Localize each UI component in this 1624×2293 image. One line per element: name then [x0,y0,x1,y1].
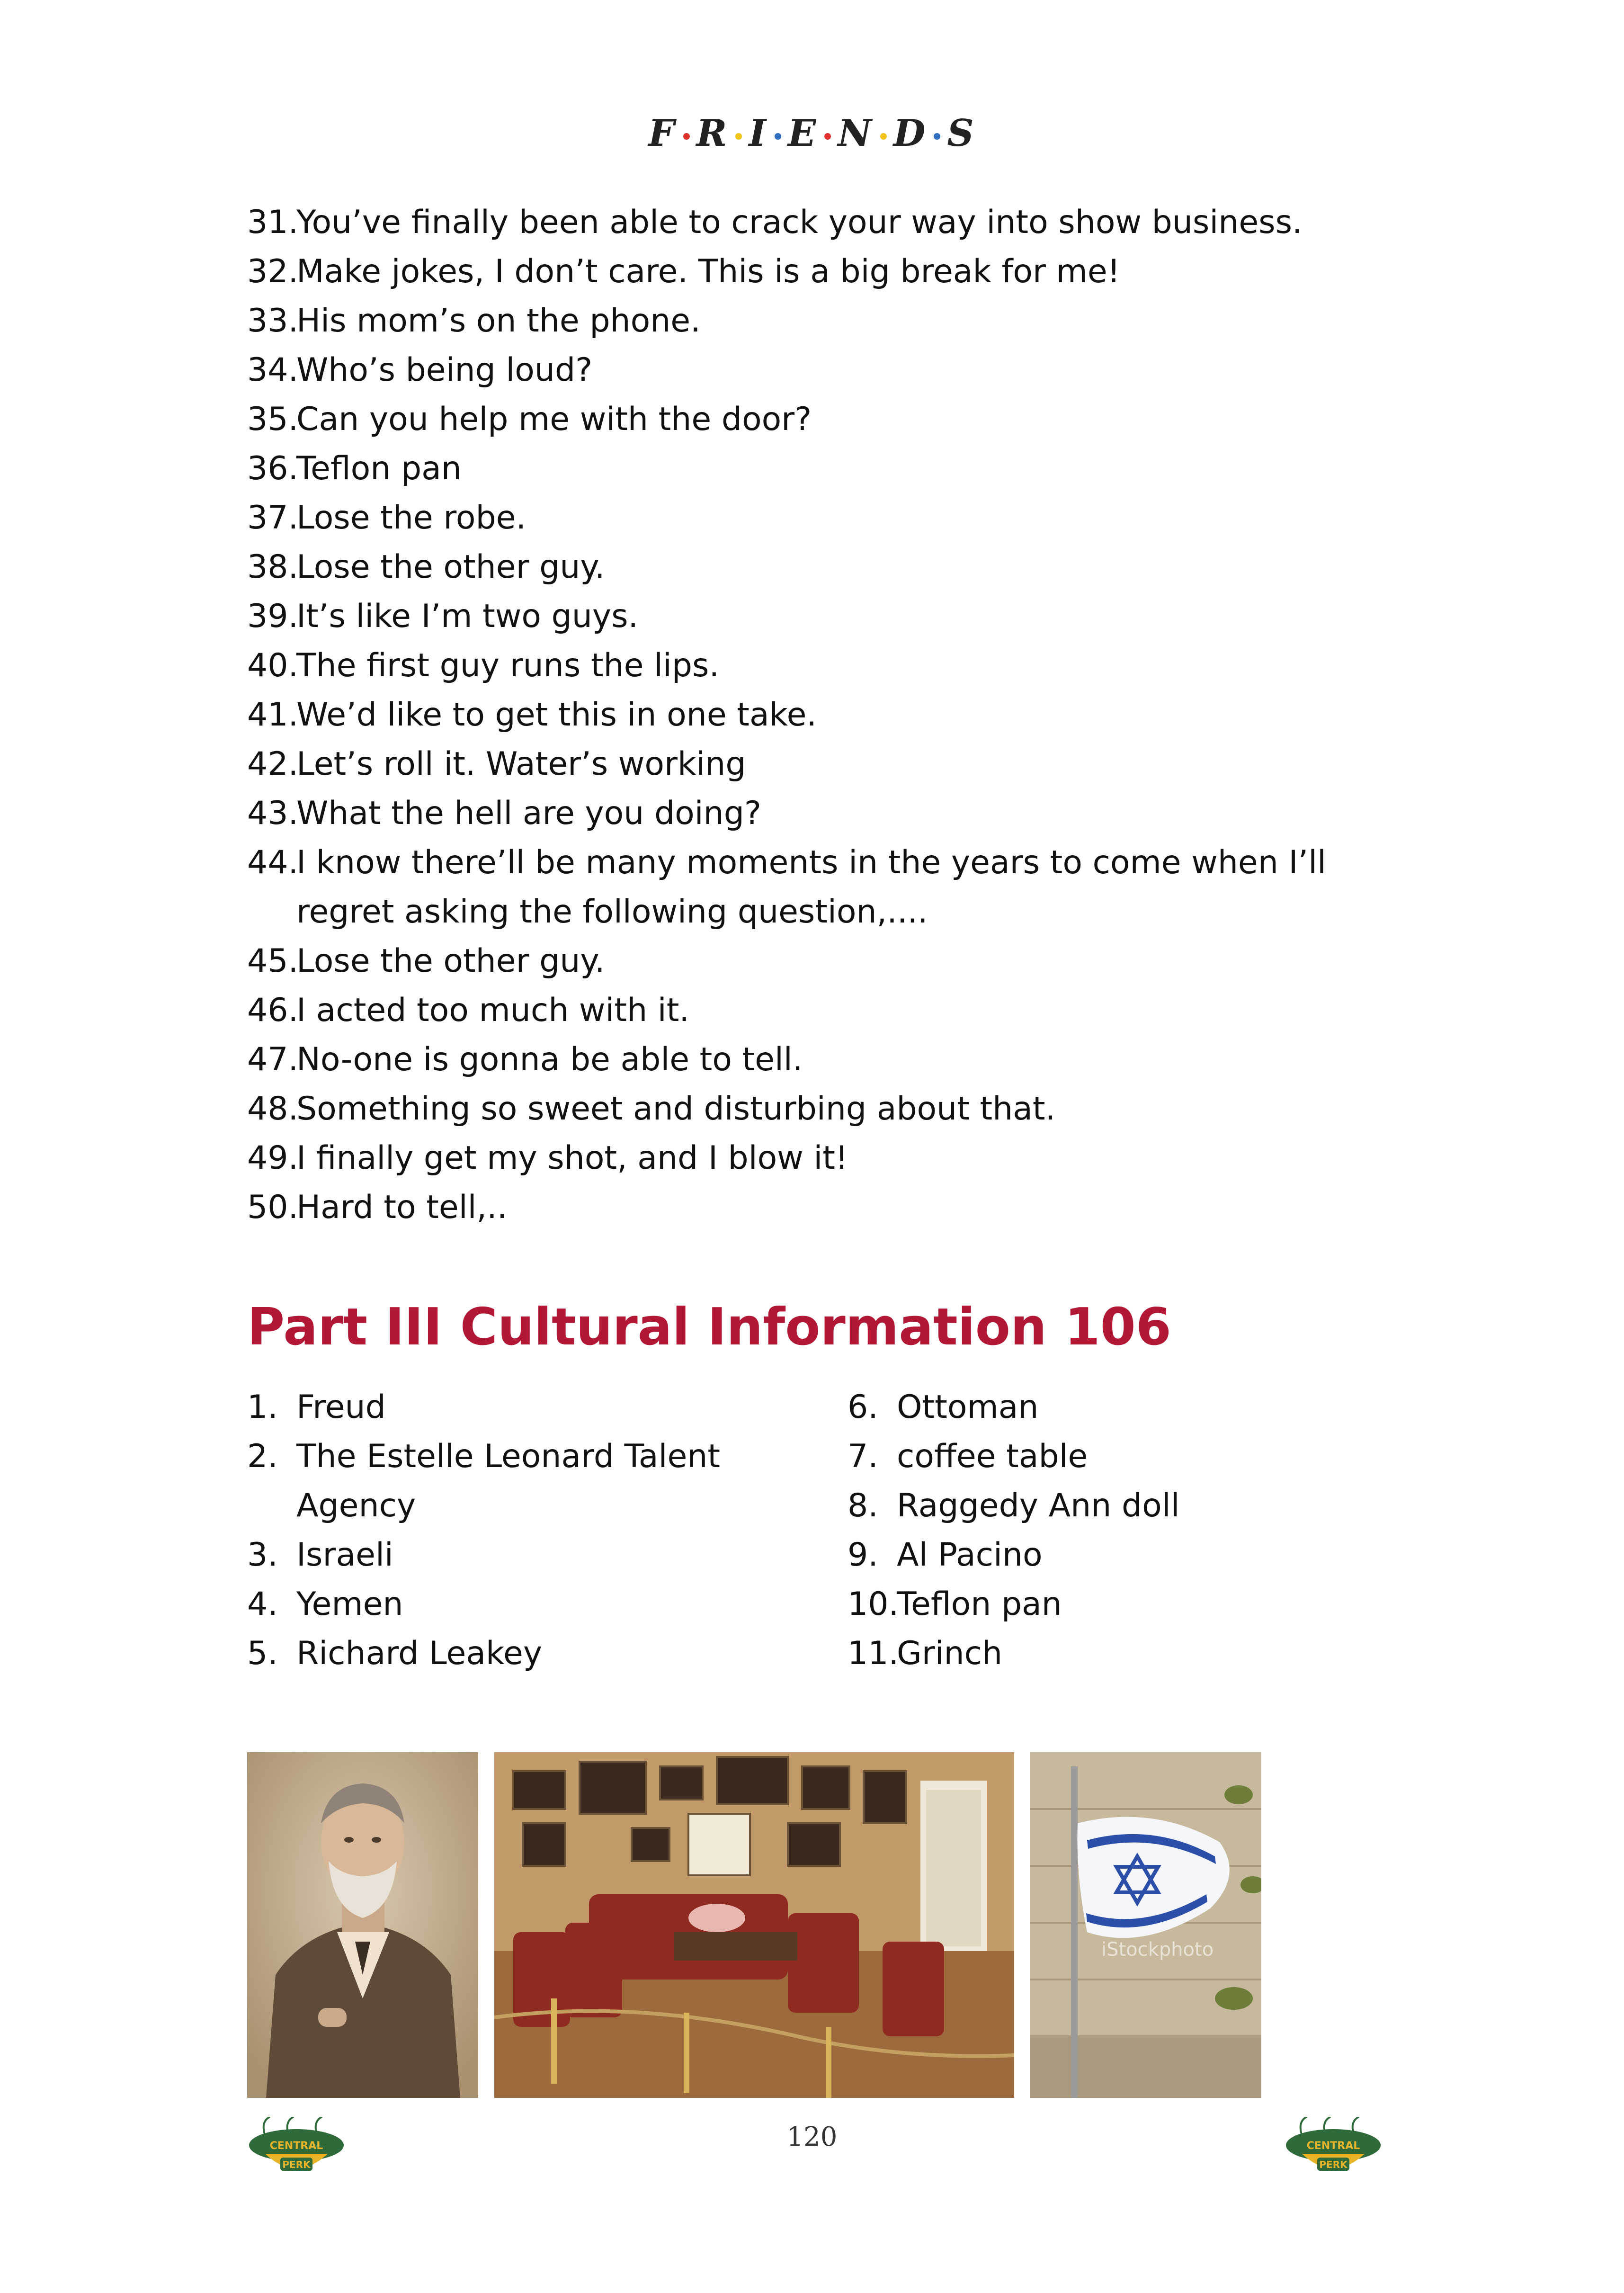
item-text: Raggedy Ann doll [897,1487,1180,1524]
item-number: 47. [247,1041,299,1078]
item-text: Who’s being loud? [296,351,593,389]
svg-text:PERK: PERK [1319,2159,1347,2170]
item-text: Can you help me with the door? [296,401,812,438]
item-text: coffee table [897,1438,1088,1475]
logo-letter: I [749,112,768,155]
list-item [247,296,1431,346]
section-title: Part III Cultural Information 106 [247,1298,1171,1357]
item-number: 2. [247,1438,278,1475]
watermark-text: iStockphoto [1101,1939,1214,1961]
central-perk-logo-right [1283,2117,1383,2178]
logo-dot [824,133,831,140]
list-item [247,1531,825,1580]
list-item [848,1481,1425,1531]
item-text: Teflon pan [897,1585,1062,1623]
logo-dot [880,133,887,140]
logo-dot [775,133,781,140]
list-item [247,641,1431,690]
item-number: 11. [848,1635,899,1672]
item-text: What the hell are you doing? [296,795,761,832]
list-item [247,444,1431,493]
item-number: 33. [247,302,299,340]
item-text: I know there’ll be many moments in the years to come when I’ll regret asking the following question,.... [296,844,1326,931]
item-number: 32. [247,253,299,290]
item-number: 43. [247,795,299,832]
list-item [247,1580,825,1629]
item-number: 9. [848,1536,878,1574]
item-number: 35. [247,401,299,438]
item-text: I finally get my shot, and I blow it! [296,1139,848,1177]
list-item [247,937,1431,986]
israeli-flag-photo [1030,1752,1261,2098]
item-number: 50. [247,1189,299,1226]
item-text: We’d like to get this in one take. [296,696,817,734]
list-item [247,789,1431,838]
list-item [247,740,1431,789]
logo-letter: E [787,112,818,155]
list-item [848,1629,1425,1678]
item-number: 38. [247,548,299,586]
item-text: The first guy runs the lips. [296,647,720,684]
list-item [848,1383,1425,1432]
item-number: 41. [247,696,299,734]
list-item [247,1629,825,1678]
item-text: Teflon pan [296,450,462,487]
logo-letter: N [838,112,874,155]
list-item [848,1531,1425,1580]
list-item [247,986,1431,1035]
item-text: His mom’s on the phone. [296,302,701,340]
list-item [247,838,1431,937]
svg-text:PERK: PERK [282,2159,311,2170]
list-item [247,493,1431,543]
item-number: 3. [247,1536,278,1574]
list-item [848,1432,1425,1481]
list-item [247,592,1431,641]
list-item [247,395,1431,444]
list-item [247,346,1431,395]
friends-logo [0,112,1624,155]
item-text: Make jokes, I don’t care. This is a big break for me! [296,253,1120,290]
item-number: 36. [247,450,299,487]
item-number: 7. [848,1438,878,1475]
item-number: 37. [247,499,299,537]
cultural-list-right [848,1383,1425,1678]
item-number: 8. [848,1487,878,1524]
list-item [247,198,1431,247]
logo-letter: R [696,112,729,155]
list-item [247,1134,1431,1183]
list-item [247,1035,1431,1084]
item-text: I acted too much with it. [296,992,689,1029]
list-item [247,690,1431,740]
logo-dot [934,133,940,140]
list-item [247,543,1431,592]
logo-dot [683,133,690,140]
page-number: 120 [786,2122,838,2152]
list-item [247,247,1431,296]
item-number: 10. [848,1585,899,1623]
item-number: 40. [247,647,299,684]
item-text: Grinch [897,1635,1003,1672]
item-text: Lose the robe. [296,499,526,537]
item-number: 42. [247,745,299,783]
item-text: Lose the other guy. [296,942,605,980]
item-text: Lose the other guy. [296,548,605,586]
item-text: Freud [296,1388,386,1426]
list-item [247,1084,1431,1134]
item-number: 31. [247,204,299,241]
item-text: Let’s roll it. Water’s working [296,745,746,783]
list-item [247,1183,1431,1232]
item-number: 5. [247,1635,278,1672]
item-number: 46. [247,992,299,1029]
item-text: It’s like I’m two guys. [296,598,639,635]
item-text: No-one is gonna be able to tell. [296,1041,803,1078]
item-number: 4. [247,1585,278,1623]
item-text: Hard to tell,.. [296,1189,508,1226]
item-text: The Estelle Leonard Talent Agency [296,1438,721,1524]
item-text: Something so sweet and disturbing about that. [296,1090,1056,1128]
item-number: 6. [848,1388,878,1426]
logo-letter: S [947,112,976,155]
quote-list [247,198,1431,1232]
item-number: 49. [247,1139,299,1177]
item-text: Israeli [296,1536,393,1574]
item-number: 44. [247,844,299,881]
logo-dot [735,133,742,140]
item-number: 45. [247,942,299,980]
svg-text:CENTRAL: CENTRAL [269,2140,323,2152]
logo-letter: F [648,112,677,155]
list-item [848,1580,1425,1629]
item-number: 34. [247,351,299,389]
item-text: Ottoman [897,1388,1039,1426]
item-text: Yemen [296,1585,403,1623]
item-text: You’ve finally been able to crack your way into show business. [296,204,1303,241]
item-text: Richard Leakey [296,1635,543,1672]
item-number: 39. [247,598,299,635]
list-item [247,1432,825,1531]
list-item [247,1383,825,1432]
cultural-list-left [247,1383,825,1678]
freud-portrait-photo [247,1752,478,2098]
freud-office-photo [494,1752,1014,2098]
logo-letter: D [893,112,928,155]
item-number: 1. [247,1388,278,1426]
svg-text:CENTRAL: CENTRAL [1306,2140,1360,2152]
item-number: 48. [247,1090,299,1128]
item-text: Al Pacino [897,1536,1043,1574]
